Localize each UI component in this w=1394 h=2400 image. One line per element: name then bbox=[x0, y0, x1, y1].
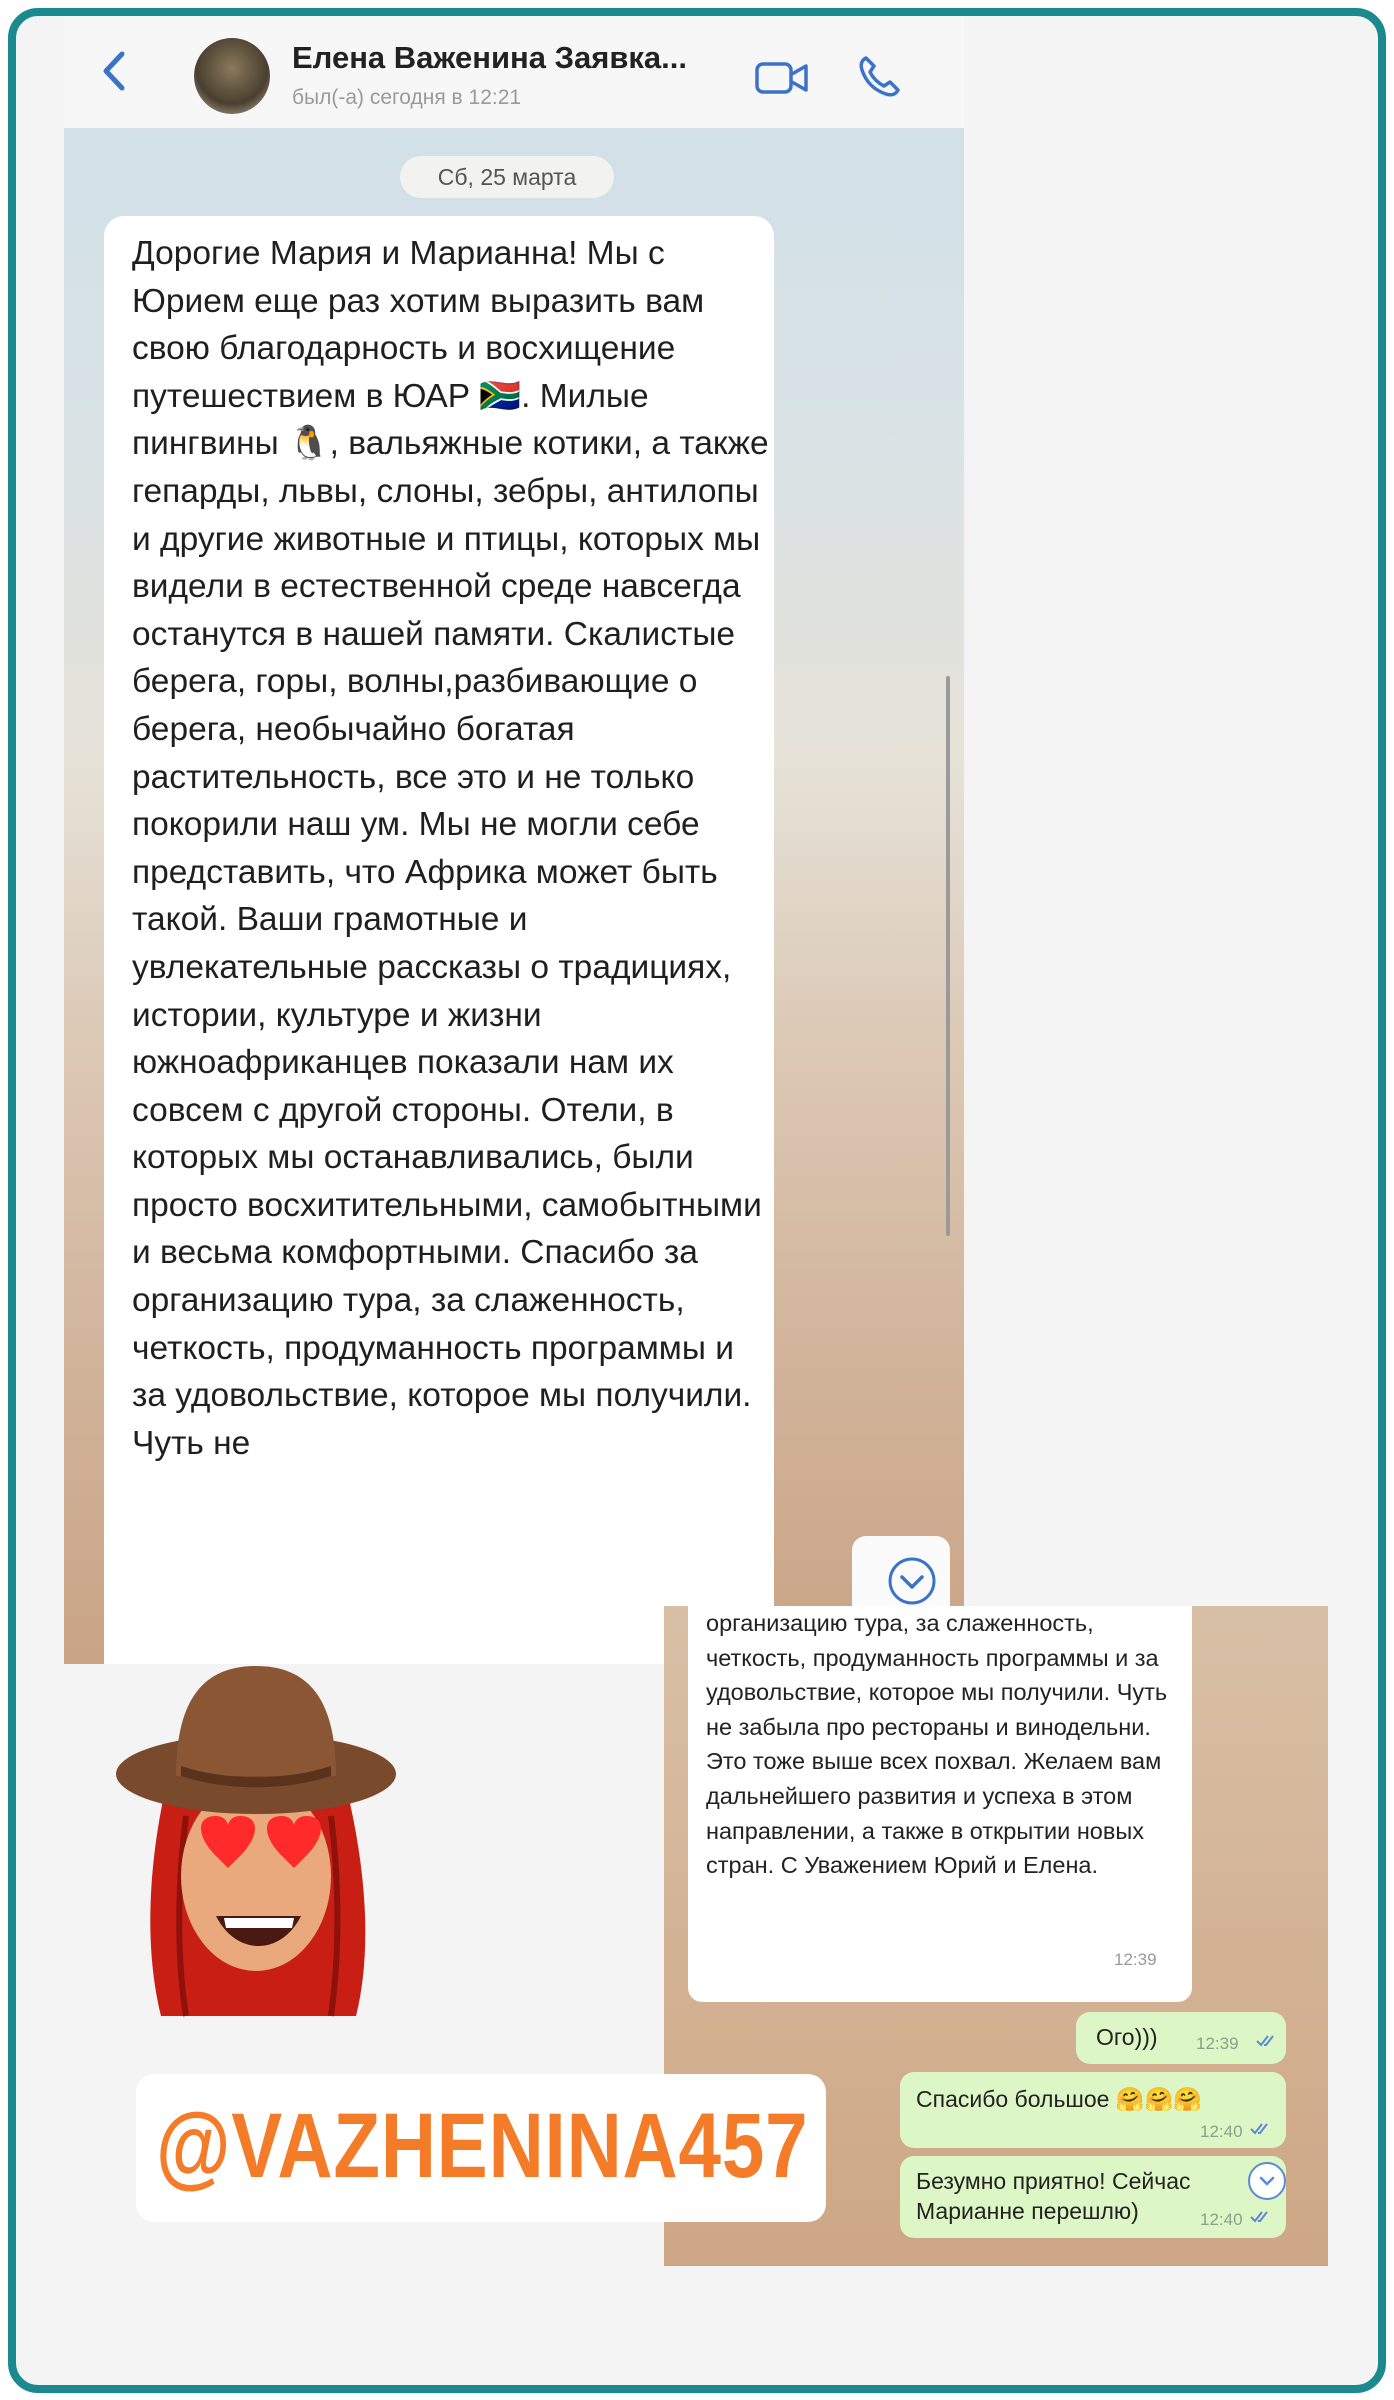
double-check-icon bbox=[1256, 2034, 1278, 2048]
avatar[interactable] bbox=[194, 38, 270, 114]
chat-title[interactable]: Елена Важенина Заявка... bbox=[292, 40, 687, 75]
chat-screenshot-main bbox=[64, 16, 964, 1664]
card-frame bbox=[8, 8, 1386, 2393]
chevron-down-icon bbox=[1250, 2164, 1284, 2198]
double-check-icon bbox=[1250, 2122, 1272, 2136]
date-pill: Сб, 25 марта bbox=[400, 156, 614, 198]
outgoing-message-text: Безумно приятно! Сейчас Марианне перешлю) bbox=[916, 2168, 1191, 2224]
chat-header bbox=[64, 16, 964, 128]
incoming-message-text: Дорогие Мария и Марианна! Мы с Юрием еще раз хотим выразить вам свою благодарность и восхищение путешествием в ЮАР 🇿🇦. Милые пингвины 🐧, вальяжные котики, а также гепарды, львы, слоны, зебры, антилопы и другие животные и птицы, которых мы видели в естественной среде навсегда останутся в нашей памяти. Скалистые берега, горы, волны,разбивающие о берега, необычайно богатая растительность, все это и не только покорили наш ум. Мы не могли себе представить, что Африка может быть такой. Ваши грамотные и увлекательные рассказы о традициях, истории, культуре и жизни южноафриканцев показали нам их совсем с другой стороны. Отели, в которых мы останавливались, были просто восхитительными, самобытными и весьма комфортными. Спасибо за организацию тура, за слаженность, четкость, продуманность программы и за удовольствие, которое мы получили. Чуть не bbox=[132, 235, 769, 1462]
message-time: 12:39 bbox=[1196, 2034, 1239, 2053]
outgoing-message-text: Спасибо большое 🤗🤗🤗 bbox=[916, 2086, 1202, 2112]
message-time: 12:40 bbox=[1200, 2122, 1243, 2141]
phone-call-icon[interactable] bbox=[854, 52, 904, 102]
back-arrow-icon[interactable] bbox=[94, 44, 134, 98]
video-call-icon[interactable] bbox=[754, 58, 810, 98]
outgoing-message bbox=[900, 2156, 1286, 2238]
message-time: 12:39 bbox=[1114, 1950, 1157, 1969]
double-check-icon bbox=[1250, 2210, 1272, 2224]
outgoing-message-text: Ого))) bbox=[1096, 2024, 1158, 2050]
instagram-handle[interactable]: @VAZHENINA457 bbox=[156, 2095, 809, 2197]
memoji-sticker bbox=[106, 1656, 406, 2036]
outgoing-message bbox=[900, 2072, 1286, 2148]
message-time: 12:40 bbox=[1200, 2210, 1243, 2229]
scroll-down-button[interactable] bbox=[1248, 2162, 1286, 2200]
chat-status: был(-а) сегодня в 12:21 bbox=[292, 86, 522, 109]
scrollbar[interactable] bbox=[946, 676, 950, 1236]
outgoing-message bbox=[1076, 2012, 1286, 2064]
incoming-message-text: организацию тура, за слаженность, четкость, продуманность программы и за удовольствие, которое мы получили. Чуть не забыла про рестораны и винодельни. Это тоже выше всех похвал. Желаем вам дальнейшего развития и успеха в этом направлении, а также в открытии новых стран. С Уважением Юрий и Елена. bbox=[706, 1610, 1168, 1879]
